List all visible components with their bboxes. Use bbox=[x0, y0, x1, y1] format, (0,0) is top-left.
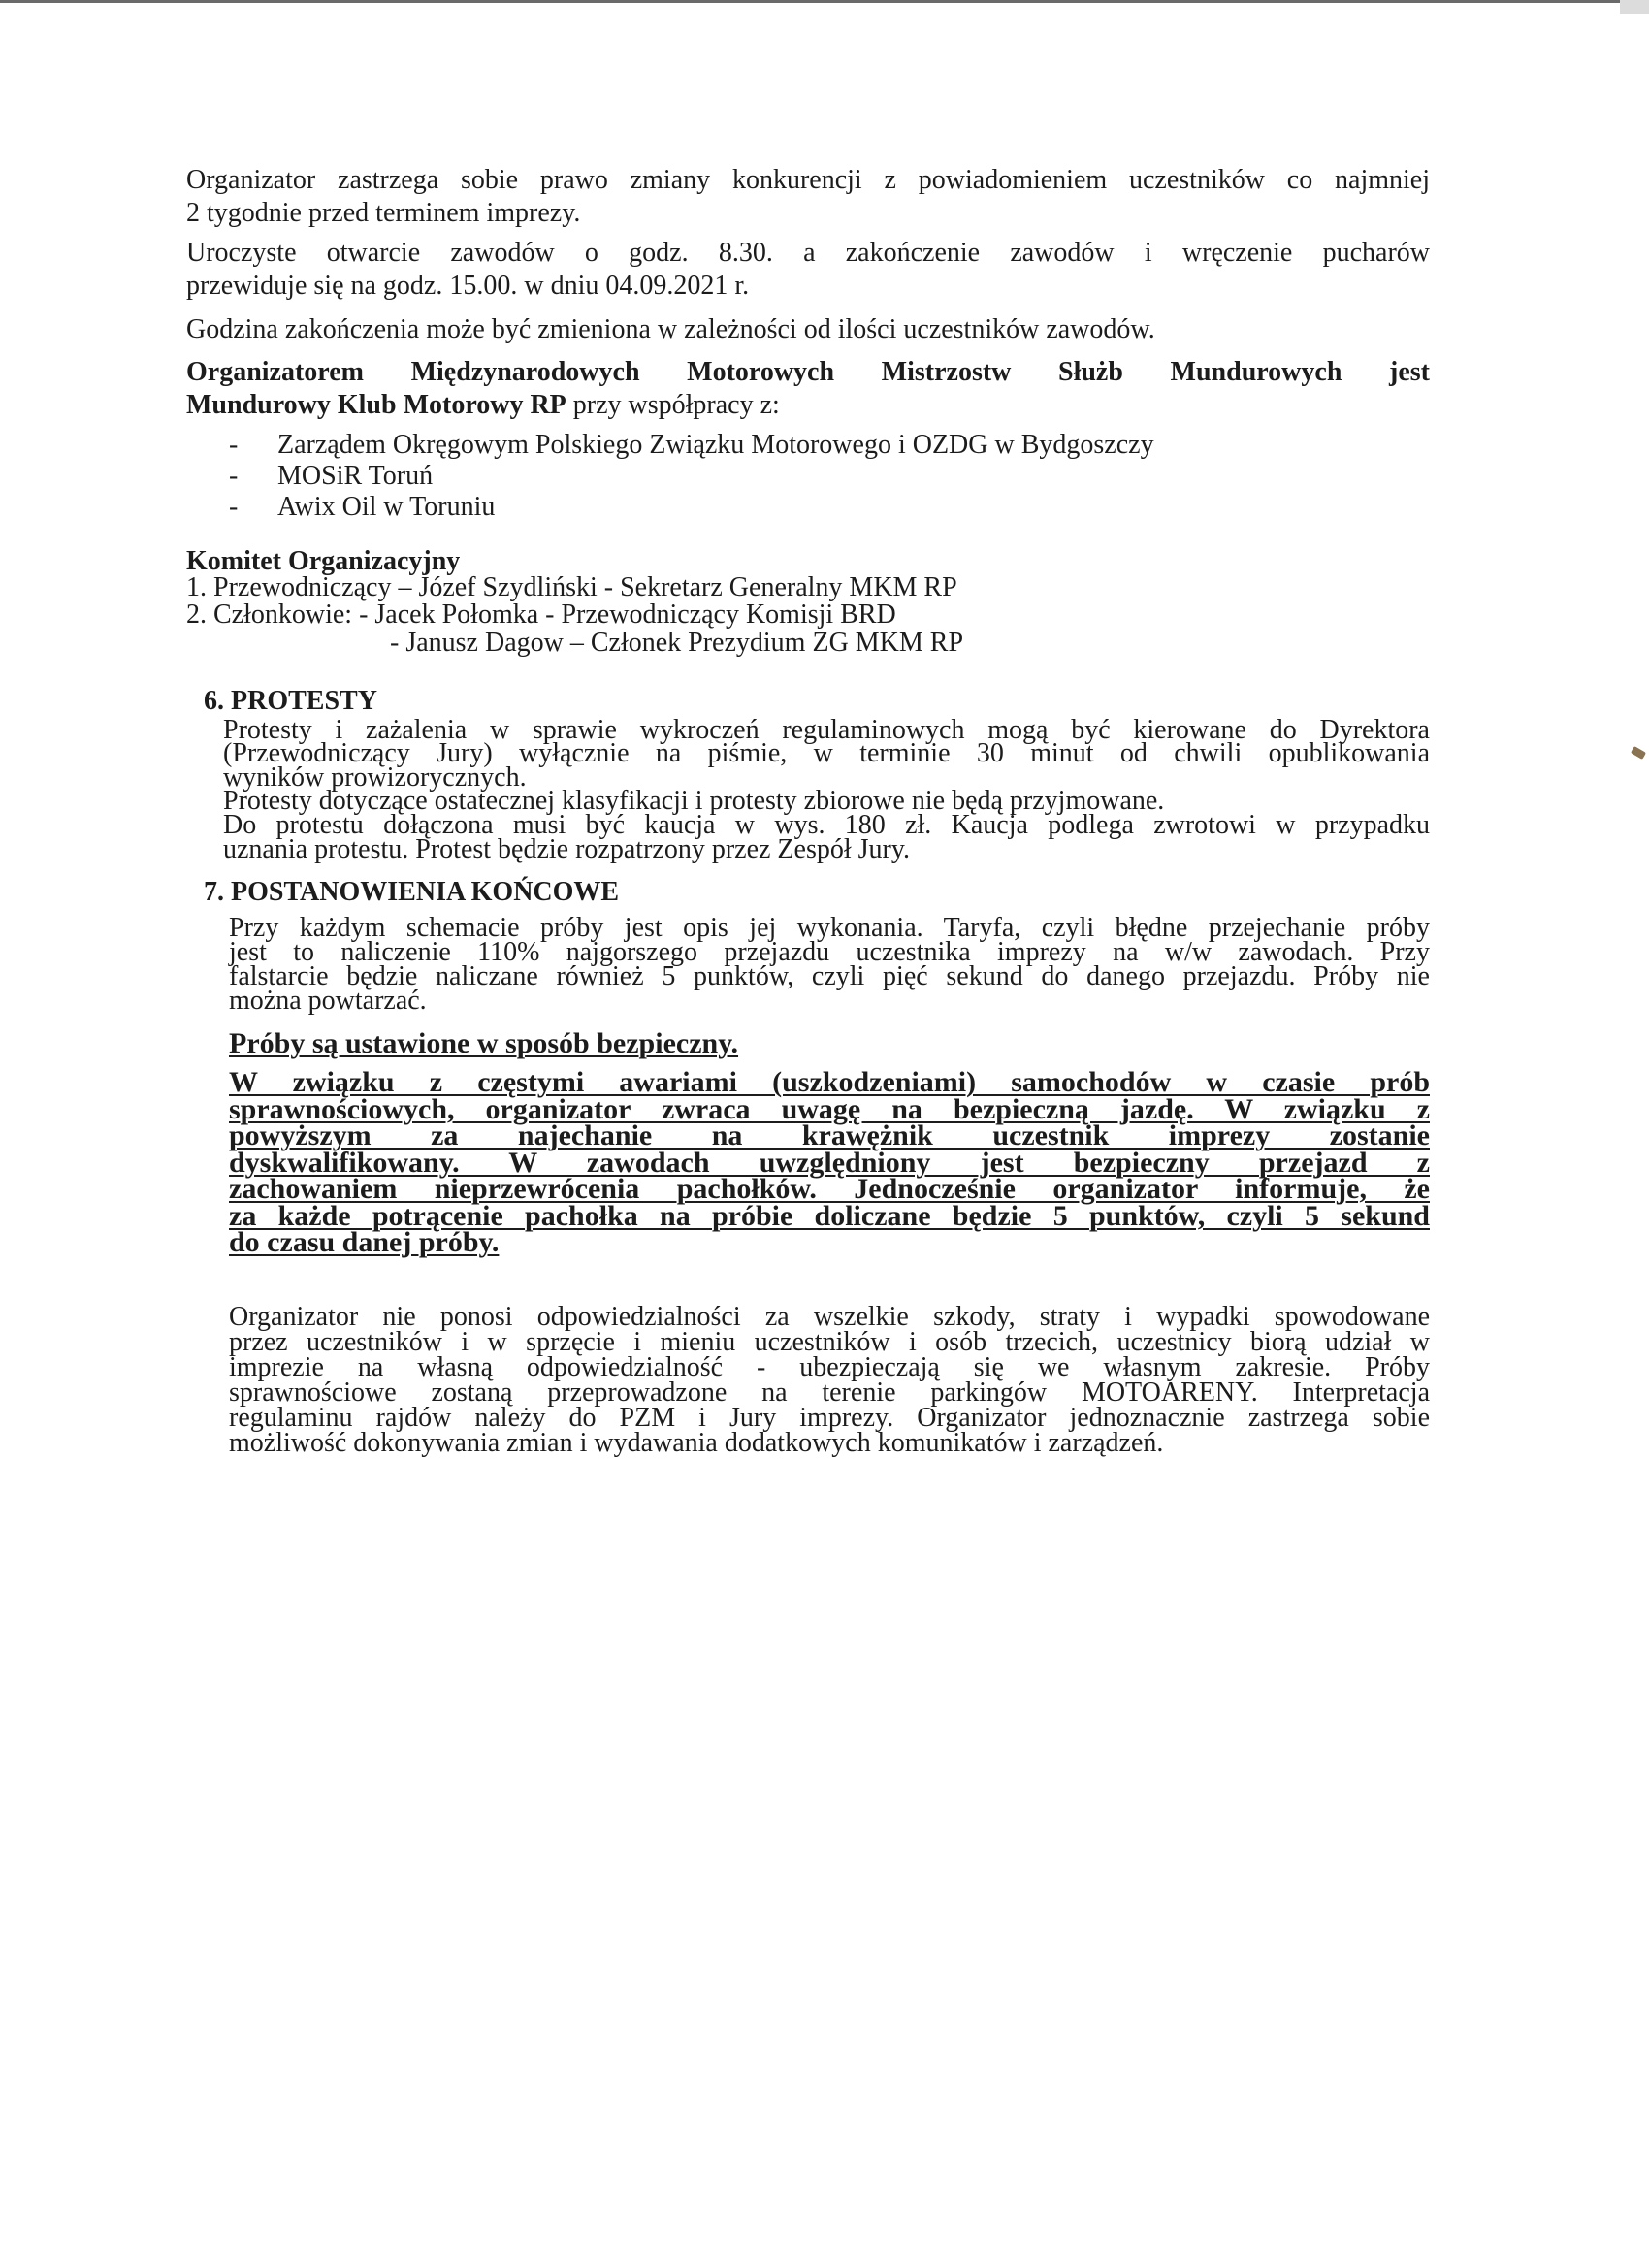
warning-line: sprawnościowych, organizator zwraca uwagę na bezpieczną jazdę. W związku z bbox=[229, 1093, 1430, 1125]
warning-line: W związku z częstymi awariami (uszkodzeniami) samochodów w czasie prób bbox=[229, 1066, 1430, 1098]
partner-dash-2: - bbox=[229, 461, 239, 491]
organizer-cooperation: przy współpracy z: bbox=[566, 390, 780, 420]
committee-heading: Komitet Organizacyjny bbox=[186, 546, 461, 576]
warning-line: zachowaniem nieprzewrócenia pachołków. Jednocześnie organizator informuje, że bbox=[229, 1173, 1430, 1205]
liability-line: sprawnościowe zostaną przeprowadzone na terenie parkingów MOTOARENY. Interpretacja bbox=[229, 1377, 1430, 1408]
protests-line-2: (Przewodniczący Jury) wyłącznie na piśmie, w terminie 30 minut od chwili opublikowania bbox=[223, 738, 1430, 768]
organizer-line-1: Organizatorem Międzynarodowych Motorowych Mistrzostw Służb Mundurowych jest bbox=[186, 357, 1430, 387]
intro-line-2: 2 tygodnie przed terminem imprezy. bbox=[186, 198, 581, 228]
partner-item: Awix Oil w Toruniu bbox=[277, 492, 496, 522]
rules-line-last: można powtarzać. bbox=[229, 986, 427, 1016]
intro-line-1: Organizator zastrzega sobie prawo zmiany konkurencji z powiadomieniem uczestników co najmniej bbox=[186, 165, 1430, 195]
safety-statement: Próby są ustawione w sposób bezpieczny. bbox=[229, 1027, 739, 1059]
partner-dash-1: - bbox=[229, 430, 239, 460]
protests-line-4: Protesty dotyczące ostatecznej klasyfikacji i protesty zbiorowe nie będą przyjmowane. bbox=[223, 786, 1165, 816]
opening-line-2: przewiduje się na godz. 15.00. w dniu 04.09.2021 r. bbox=[186, 271, 750, 301]
liability-line: Organizator nie ponosi odpowiedzialności za wszelkie szkody, straty i wypadki spowodowane bbox=[229, 1302, 1430, 1332]
warning-line-last: do czasu danej próby. bbox=[229, 1226, 500, 1258]
warning-line: powyższym za najechanie na krawężnik uczestnik imprezy zostanie bbox=[229, 1119, 1430, 1151]
warning-line: dyskwalifikowany. W zawodach uwzględniony jest bezpieczny przejazd z bbox=[229, 1147, 1430, 1179]
warning-line: za każde potrącenie pachołka na próbie doliczane będzie 5 punktów, czyli 5 sekund bbox=[229, 1200, 1430, 1232]
liability-line: regulaminu rajdów należy do PZM i Jury imprezy. Organizator jednoznacznie zastrzega sobie bbox=[229, 1403, 1430, 1433]
protests-line-5: Do protestu dołączona musi być kaucja w wys. 180 zł. Kaucja podlega zwrotowi w przypadku bbox=[223, 810, 1430, 840]
liability-line-last: możliwość dokonywania zmian i wydawania dodatkowych komunikatów i zarządzeń. bbox=[229, 1428, 1164, 1458]
partner-item: MOSiR Toruń bbox=[277, 461, 434, 491]
protests-line-3: wyników prowizorycznych. bbox=[223, 762, 527, 793]
end-time-note: Godzina zakończenia może być zmieniona w zależności od ilości uczestników zawodów. bbox=[186, 314, 1155, 344]
rules-line: Przy każdym schemacie próby jest opis jej wykonania. Taryfa, czyli błędne przejechanie próby bbox=[229, 913, 1430, 943]
opening-line-1: Uroczyste otwarcie zawodów o godz. 8.30. a zakończenie zawodów i wręczenie pucharów bbox=[186, 238, 1430, 268]
liability-line: imprezie na własną odpowiedzialność - ubezpieczają się we własnym zakresie. Próby bbox=[229, 1352, 1430, 1382]
liability-line: przez uczestników i w sprzęcie i mieniu uczestników i osób trzecich, uczestnicy biorą udział w bbox=[229, 1327, 1430, 1357]
committee-item-2: 2. Członkowie: - Jacek Połomka - Przewodniczący Komisji BRD bbox=[186, 599, 896, 630]
organizer-club-name: Mundurowy Klub Motorowy RP bbox=[186, 390, 566, 420]
committee-item-1: 1. Przewodniczący – Józef Szydliński - Sekretarz Generalny MKM RP bbox=[186, 572, 957, 602]
section-7-heading: 7. POSTANOWIENIA KOŃCOWE bbox=[204, 877, 620, 907]
organizer-line-2 bbox=[186, 389, 780, 422]
section-6-heading: 6. PROTESTY bbox=[204, 686, 377, 716]
protests-line-1: Protesty i zażalenia w sprawie wykroczeń regulaminowych mogą być kierowane do Dyrektora bbox=[223, 715, 1430, 745]
committee-item-3: - Janusz Dagow – Członek Prezydium ZG MKM RP bbox=[390, 628, 964, 658]
rules-line: jest to naliczenie 110% najgorszego przejazdu uczestnika imprezy na w/w zawodach. Przy bbox=[229, 937, 1430, 967]
partner-item: Zarządem Okręgowym Polskiego Związku Motorowego i OZDG w Bydgoszczy bbox=[277, 430, 1154, 460]
protests-line-6: uznania protestu. Protest będzie rozpatrzony przez Zespół Jury. bbox=[223, 834, 911, 864]
partner-dash-3: - bbox=[229, 492, 239, 522]
rules-line: falstarcie będzie naliczane również 5 punktów, czyli pięć sekund do danego przejazdu. Próby nie bbox=[229, 961, 1430, 991]
